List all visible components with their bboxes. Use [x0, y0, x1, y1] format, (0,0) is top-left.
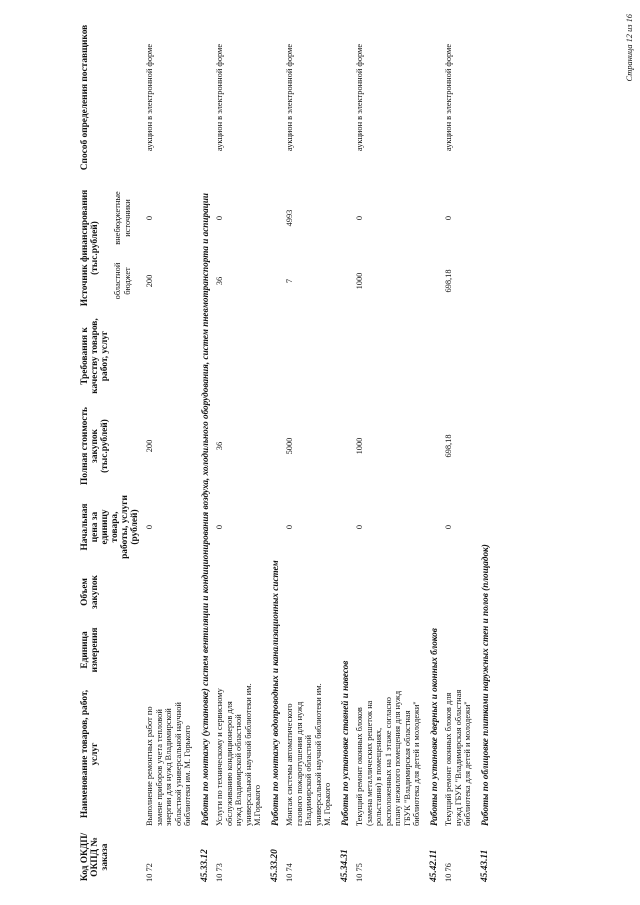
- header-unit: Единица измерения: [80, 627, 100, 673]
- row-total: 200: [145, 439, 154, 453]
- procurement-table: [78, 10, 492, 885]
- row-method: аукцион в электронной форме: [145, 43, 154, 152]
- row-volume: [282, 563, 337, 621]
- row-regional: 1000: [354, 272, 364, 290]
- row-name: Монтаж системы автоматического газового пожаротушения для нужд Владимирской областной универсальной научной библиотеки им. М. Горького: [284, 683, 333, 826]
- row-requirements: [142, 311, 197, 401]
- row-unit-price: 0: [214, 524, 224, 530]
- row-method: аукцион в электронной форме: [444, 43, 454, 152]
- section-row: [426, 10, 441, 885]
- section-title: Работы по облицовке плитками наружных стен и полов (площадок): [479, 544, 490, 826]
- row-unit-price: 0: [284, 524, 294, 530]
- row-code: 10 72: [145, 863, 154, 882]
- row-requirements: [212, 311, 267, 401]
- page-number: Страница 12 из 16: [625, 14, 634, 82]
- row-method: аукцион в электронной форме: [354, 43, 364, 152]
- row-code: 10 76: [444, 863, 454, 882]
- row-code: 10 74: [284, 863, 294, 882]
- row-method: аукцион в электронной форме: [284, 43, 294, 152]
- row-requirements: [352, 311, 426, 401]
- section-code: 45.42.11: [429, 849, 440, 882]
- header-funding: Источник финансирования (тыс.рублей): [80, 189, 100, 307]
- row-regional: 200: [145, 274, 154, 288]
- header-unit-price: Начальная цена за единицу товара, работы, услуги (рублей): [80, 495, 140, 559]
- row-unit: [282, 621, 337, 679]
- row-code: 10 75: [354, 863, 364, 882]
- row-regional: 698,18: [444, 269, 454, 293]
- section-code: 45.33.20: [269, 849, 280, 882]
- row-requirements: [441, 311, 477, 401]
- row-unit-price: 0: [145, 524, 154, 530]
- header-row: [78, 10, 109, 885]
- table-row: [282, 10, 337, 885]
- row-volume: [142, 563, 197, 621]
- row-volume: [352, 563, 426, 621]
- row-volume: [441, 563, 477, 621]
- section-title: Работы по монтажу (установке) систем вентиляции и кондиционирования воздуха, холодильного оборудования, систем пневмотранспорта и аспирации: [199, 192, 210, 826]
- row-total: 1000: [354, 437, 364, 455]
- row-unit-price: 0: [354, 524, 364, 530]
- header-volume: Объем закупок: [80, 575, 100, 609]
- row-total: 698,18: [444, 434, 454, 458]
- row-unit-price: 0: [444, 524, 454, 530]
- row-extra: 0: [444, 215, 454, 221]
- row-name: Выполнение ремонтных работ по замене приборов учета тепловой энергии для нужд Владимирской областной универсальной научной библиотеки им. М. Горького: [145, 702, 193, 826]
- header-total: Полная стоимость закупок (тыс.рублей): [80, 406, 110, 486]
- row-extra: 0: [214, 215, 224, 221]
- row-total: 5000: [284, 437, 294, 455]
- header-funding-extra: внебюджетные источники: [113, 191, 132, 245]
- section-title: Работы по установке дверных и оконных блоков: [429, 628, 440, 826]
- section-row: [197, 10, 212, 885]
- row-extra: 0: [354, 215, 364, 221]
- section-row: [337, 10, 352, 885]
- table-row: [441, 10, 477, 885]
- section-row: [267, 10, 282, 885]
- section-title: Работы по монтажу водопроводных и канализационных систем: [269, 560, 280, 826]
- row-name: Текущий ремонт оконных блоков для нужд ГБУК "Владимирская областная библиотека для детей и молодежи": [444, 689, 473, 826]
- row-regional: 36: [214, 276, 224, 286]
- row-requirements: [282, 311, 337, 401]
- row-unit: [212, 621, 267, 679]
- row-method: аукцион в электронной форме: [214, 43, 224, 152]
- section-code: 45.43.11: [479, 849, 490, 882]
- row-unit: [142, 621, 197, 679]
- row-name: Услуги по техническому и сервисному обслуживанию кондиционеров для нужд Владимирской областной универсальной научной библиотеки им. М.Горького: [214, 683, 263, 826]
- row-volume: [212, 563, 267, 621]
- row-name: Текущий ремонт оконных блоков (замена металлических решеток на рольставни) в помещениях, расположенных на 1 этаже согласно плану нежилого помещения для нужд ГБУК "Владимирская областная библиотека для детей и молодежи": [354, 690, 422, 826]
- header-code: Код ОКДП/ ОКПД № заказа: [80, 832, 110, 882]
- header-method: Способ определения поставщиков: [80, 24, 90, 171]
- section-title: Работы по установке ставней и навесов: [339, 660, 350, 826]
- row-regional: 7: [284, 278, 294, 284]
- table-row: [212, 10, 267, 885]
- header-name: Наименование товаров, работ, услуг: [80, 689, 100, 819]
- section-code: 45.33.12: [199, 849, 210, 882]
- row-total: 36: [214, 441, 224, 451]
- header-requirements: Требования к качеству товаров, работ, услуг: [80, 318, 110, 394]
- row-extra: 4993: [284, 209, 294, 227]
- section-row: [477, 10, 492, 885]
- row-unit: [441, 621, 477, 679]
- header-funding-regional: областной бюджет: [113, 262, 132, 300]
- row-extra: 0: [145, 215, 154, 221]
- row-unit: [352, 621, 426, 679]
- section-code: 45.34.31: [339, 849, 350, 882]
- table-row: [352, 10, 426, 885]
- row-code: 10 73: [214, 863, 224, 882]
- table-row: [142, 10, 197, 885]
